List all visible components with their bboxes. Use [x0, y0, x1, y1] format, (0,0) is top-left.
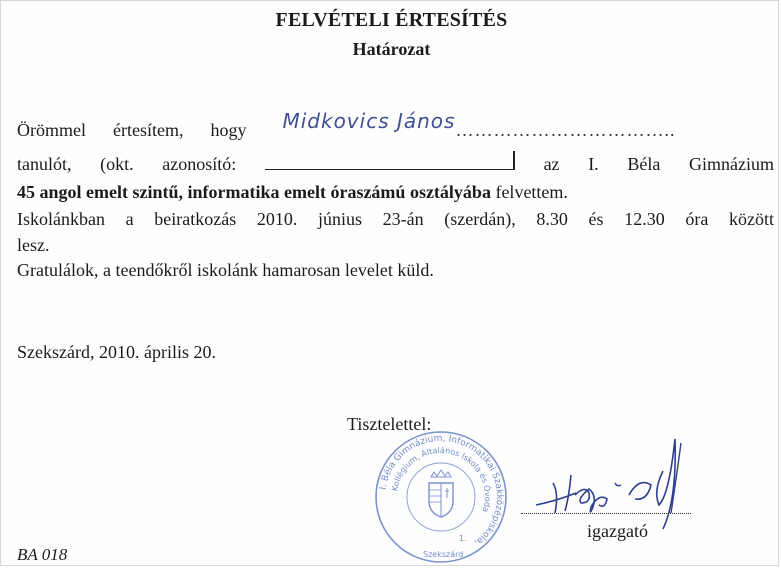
body-line-5: lesz. — [17, 235, 50, 255]
body-line-1: Örömmel értesítem, hogy Midkovics János…………………………….. — [17, 109, 676, 140]
document-title: FELVÉTELI ÉRTESÍTÉS — [275, 9, 508, 31]
document-code: BA 018 — [17, 545, 68, 564]
class-designation: 45 angol emelt szintű, informatika emelt óraszámú osztályába — [17, 182, 491, 202]
stamp-inner-text: Kollégium, Általános Iskola és Óvoda — [390, 445, 493, 514]
body-line-4: Iskolánkban a beiratkozás 2010. június 23-án (szerdán), 8.30 és 12.30 óra között — [17, 209, 774, 229]
student-name: Midkovics János — [282, 109, 456, 133]
redacted-student-id — [265, 151, 515, 170]
body-line-2: tanulót, (okt. azonosító: az I. Béla Gimnázium — [17, 151, 774, 175]
body-line-6: Gratulálok, a teendőkről iskolánk hamarosan levelet küld. — [17, 260, 434, 280]
place-date: Szekszárd, 2010. április 20. — [17, 342, 216, 362]
document-subtitle: Határozat — [352, 39, 431, 59]
coat-of-arms-icon — [429, 470, 453, 517]
body-line-3: 45 angol emelt szintű, informatika emelt óraszámú osztályába felvettem. — [17, 182, 568, 202]
name-dotted-line: Midkovics János…………………………….. — [282, 109, 676, 140]
signature-line — [521, 513, 691, 514]
official-stamp — [373, 429, 509, 565]
signer-title: igazgató — [587, 521, 648, 541]
stamp-city: Szekszárd — [423, 550, 464, 559]
stamp-outer-text: I. Béla Gimnázium, Informatikai Szakközépiskola, — [378, 433, 505, 548]
closing-greeting: Tisztelettel: — [347, 414, 432, 434]
stamp-number: 1. — [459, 534, 467, 543]
